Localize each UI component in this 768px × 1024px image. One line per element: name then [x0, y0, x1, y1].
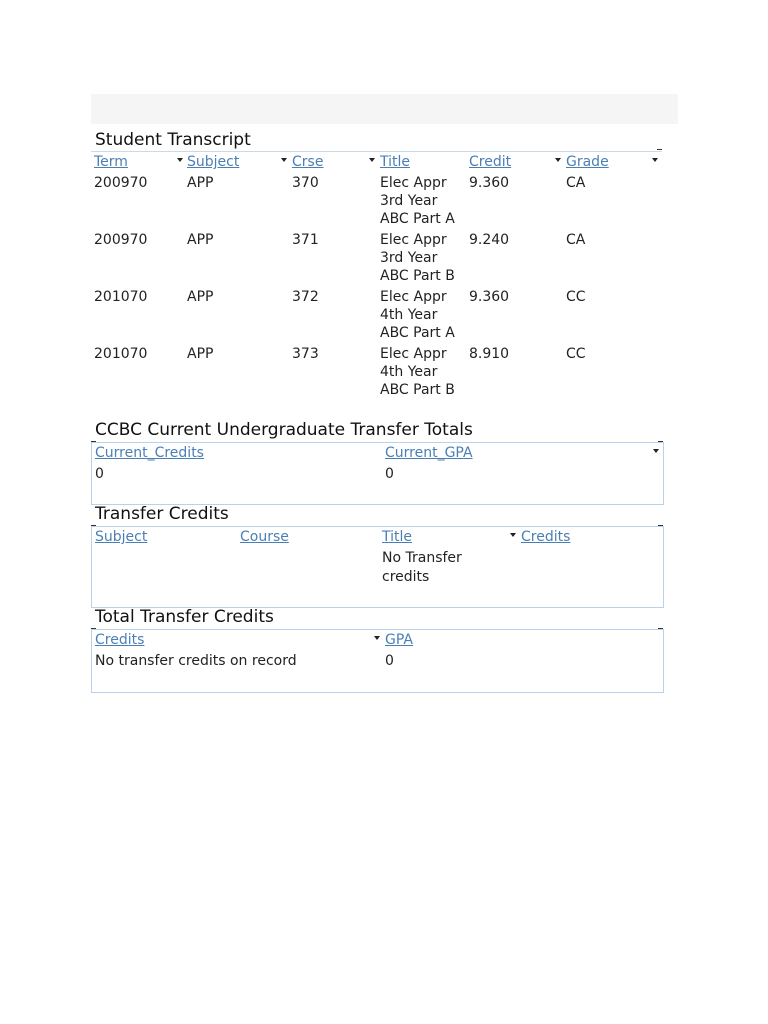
row-1-title-line-2: 3rd Year [380, 193, 438, 209]
grid-corner-mark [91, 628, 96, 629]
grid-corner-mark [91, 525, 96, 526]
row-1-grade: CA [566, 175, 586, 191]
row-1-title-line-3: ABC Part A [380, 211, 455, 227]
row-2-title-line-3: ABC Part B [380, 268, 455, 284]
total-transfer-grid [91, 629, 664, 693]
transcript-grid [91, 151, 662, 402]
column-header-term[interactable]: Term [94, 154, 128, 170]
grade-sort-caret-icon[interactable] [652, 158, 658, 162]
row-2-crse: 371 [292, 232, 319, 248]
row-2-title-line-2: 3rd Year [380, 250, 438, 266]
column-header-title[interactable]: Title [380, 154, 411, 170]
row-3-term: 201070 [94, 289, 148, 305]
column-header-grade[interactable]: Grade [566, 154, 609, 170]
no-transfer-message-line-2: credits [382, 569, 430, 585]
row-4-term: 201070 [94, 346, 148, 362]
column-header-current-credits[interactable]: Current_Credits [95, 445, 204, 461]
row-2-title-line-1: Elec Appr [380, 232, 447, 248]
top-banner [91, 94, 678, 124]
total-credits-value: No transfer credits on record [95, 653, 297, 669]
row-1-title-line-1: Elec Appr [380, 175, 447, 191]
term-sort-caret-icon[interactable] [177, 158, 183, 162]
total-gpa-value: 0 [385, 653, 394, 669]
current-gpa-value: 0 [385, 466, 394, 482]
row-2-subject: APP [187, 232, 214, 248]
grid-corner-mark [658, 441, 663, 442]
total-transfer-credits-title: Total Transfer Credits [95, 607, 274, 627]
column-header-subject[interactable]: Subject [187, 154, 240, 170]
row-4-title-line-2: 4th Year [380, 364, 438, 380]
title-sort-caret-icon[interactable] [510, 533, 516, 537]
credits-sort-caret-icon[interactable] [374, 636, 380, 640]
no-transfer-message-line-1: No Transfer [382, 550, 462, 566]
row-1-subject: APP [187, 175, 214, 191]
row-4-grade: CC [566, 346, 586, 362]
subject-sort-caret-icon[interactable] [281, 158, 287, 162]
column-header-credits[interactable]: Credits [95, 632, 145, 648]
row-2-credit: 9.240 [469, 232, 510, 248]
row-4-title-line-1: Elec Appr [380, 346, 447, 362]
column-header-current-gpa[interactable]: Current_GPA [385, 445, 473, 461]
row-4-crse: 373 [292, 346, 319, 362]
row-3-crse: 372 [292, 289, 319, 305]
column-header-title[interactable]: Title [382, 529, 413, 545]
row-1-term: 200970 [94, 175, 148, 191]
undergrad-totals-title: CCBC Current Undergraduate Transfer Totals [95, 420, 473, 440]
transfer-credits-title: Transfer Credits [95, 504, 229, 524]
grid-corner-mark [657, 149, 662, 150]
column-header-subject[interactable]: Subject [95, 529, 148, 545]
row-4-title-line-3: ABC Part B [380, 382, 455, 398]
credit-sort-caret-icon[interactable] [555, 158, 561, 162]
current-gpa-sort-caret-icon[interactable] [653, 449, 659, 453]
crse-sort-caret-icon[interactable] [369, 158, 375, 162]
row-2-grade: CA [566, 232, 586, 248]
column-header-gpa[interactable]: GPA [385, 632, 413, 648]
row-3-grade: CC [566, 289, 586, 305]
undergrad-totals-grid [91, 442, 664, 505]
row-3-title-line-3: ABC Part A [380, 325, 455, 341]
row-1-credit: 9.360 [469, 175, 510, 191]
row-3-title-line-1: Elec Appr [380, 289, 447, 305]
student-transcript-title: Student Transcript [95, 130, 251, 150]
transfer-credits-grid [91, 526, 664, 608]
column-header-credit[interactable]: Credit [469, 154, 512, 170]
row-1-crse: 370 [292, 175, 319, 191]
column-header-credits[interactable]: Credits [521, 529, 571, 545]
grid-corner-mark [658, 628, 663, 629]
row-3-title-line-2: 4th Year [380, 307, 438, 323]
grid-corner-mark [658, 525, 663, 526]
column-header-crse[interactable]: Crse [292, 154, 324, 170]
row-4-credit: 8.910 [469, 346, 510, 362]
column-header-course[interactable]: Course [240, 529, 289, 545]
row-3-subject: APP [187, 289, 214, 305]
current-credits-value: 0 [95, 466, 104, 482]
row-2-term: 200970 [94, 232, 148, 248]
row-3-credit: 9.360 [469, 289, 510, 305]
grid-corner-mark [91, 441, 96, 442]
row-4-subject: APP [187, 346, 214, 362]
